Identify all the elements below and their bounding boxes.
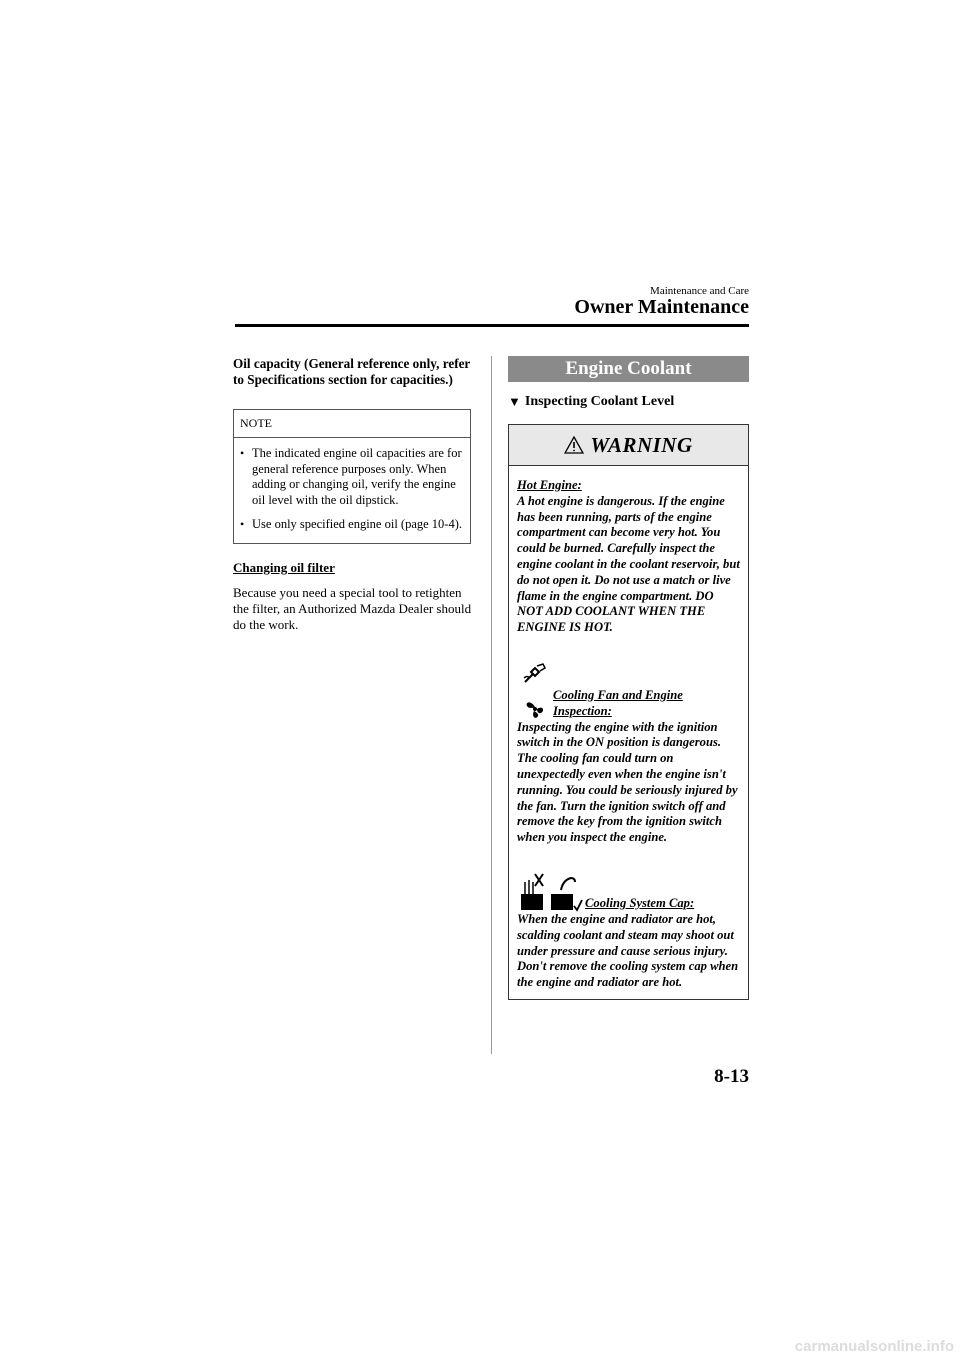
right-column	[508, 356, 749, 1000]
hand-wrench-icon	[521, 662, 549, 688]
fan-title: Cooling Fan and Engine Inspection:	[553, 687, 683, 718]
warning-header	[509, 425, 748, 466]
note-item	[240, 446, 462, 508]
oil-capacity-heading: Oil capacity (General reference only, refer to Specifications section for capacities.)	[233, 356, 471, 387]
bullet-icon: •	[240, 517, 245, 532]
watermark: carmanualsonline.info	[794, 1338, 954, 1355]
inspect-heading	[508, 394, 749, 410]
changing-filter-heading: Changing oil filter	[233, 559, 335, 575]
note-title: NOTE	[234, 410, 470, 438]
cooling-fan-icon	[523, 698, 547, 720]
left-column	[233, 356, 473, 633]
note-box	[233, 409, 471, 544]
fan-icon-row	[517, 688, 742, 720]
triangle-down-icon: ▼	[508, 394, 521, 409]
changing-filter-text: Because you need a special tool to retighten the filter, an Authorized Mazda Dealer should do the work.	[233, 584, 472, 632]
page-number: 8-13	[714, 1066, 749, 1087]
fan-warning	[517, 662, 742, 846]
fan-text: Inspecting the engine with the ignition switch in the ON position is dangerous. The cooling fan could turn on unexpectedly even when the engine isn't running. You could be seriously injured by the fan. Turn the ignition switch off and remove the key from the ignition switch when you inspect the engine.	[517, 719, 738, 845]
cap-title: Cooling System Cap:	[585, 896, 695, 911]
header-rule	[235, 324, 749, 327]
cap-text: When the engine and radiator are hot, scalding coolant and steam may shoot out under pressure and cause serious injury. Don't remove the cooling system cap when the engine and radiator are hot.	[517, 911, 739, 990]
hot-engine-warning	[517, 478, 742, 636]
note-item	[240, 517, 462, 533]
radiator-cap-icon	[519, 872, 583, 912]
section-banner: Engine Coolant	[508, 356, 749, 382]
inspect-heading-text: Inspecting Coolant Level	[524, 394, 675, 409]
note-item-text: Use only specified engine oil (page 10-4).	[252, 517, 463, 532]
warning-body	[509, 466, 748, 999]
warning-title: WARNING	[590, 432, 693, 457]
cap-icon-row	[517, 872, 742, 912]
column-divider	[491, 356, 492, 1054]
note-item-text: The indicated engine oil capacities are for general reference purposes only. When adding or changing oil, verify the engine oil level with the oil dipstick.	[252, 446, 462, 507]
chapter-title: Owner Maintenance	[574, 296, 749, 318]
note-list	[234, 438, 470, 543]
bullet-icon: •	[240, 446, 245, 460]
hot-engine-title: Hot Engine:	[517, 478, 582, 492]
hot-engine-text: A hot engine is dangerous. If the engine has been running, parts of the engine compartment can become very hot. You could be burned. Carefully inspect the engine coolant in the coolant reservoir, but do not open it. Do not use a match or live flame in the engine compartment. DO NOT ADD COOLANT WHEN THE ENGINE IS HOT.	[517, 493, 740, 635]
cap-warning	[517, 872, 742, 991]
warning-box	[508, 424, 749, 1000]
section-label: Maintenance and Care	[650, 285, 749, 297]
warning-triangle-icon	[564, 436, 584, 454]
